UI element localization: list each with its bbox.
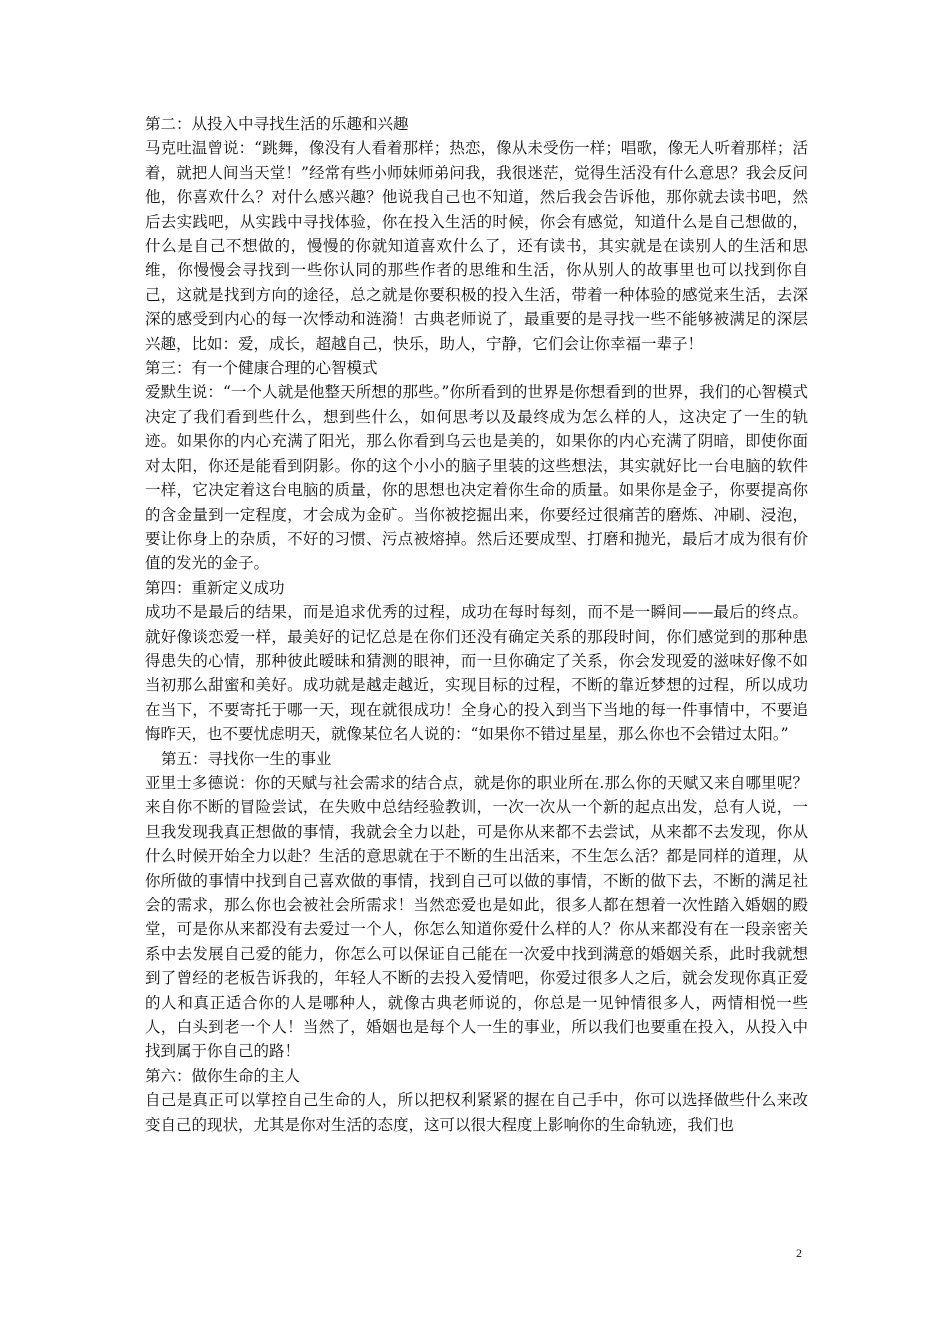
section-heading: 第五：寻找你一生的事业 — [161, 749, 332, 768]
section-heading: 第四：重新定义成功 — [145, 578, 285, 597]
document-page — [145, 112, 808, 1137]
section-body: 爱默生说：“一个人就是他整天所想的那些。”你所看到的世界是你想看到的世界，我们的心智模式决定了我们看到些什么，想到些什么，如何思考以及最终成为怎么样的人，这决定了一生的轨迹。如果你的内心充满了阳光，那么你看到乌云也是美的，如果你的内心充满了阴暗，即使你面对太阳，你还是能看到阴影。你的这个小小的脑子里装的这些想法，其实就好比一台电脑的软件一样，它决定着这台电脑的质量，你的思想也决定着你生命的质量。如果你是金子，你要提高你的含金量到一定程度，才会成为金矿。当你被挖掘出来，你要经过很痛苦的磨炼、冲刷、浸泡，要让你身上的杂质，不好的习惯、污点被熔掉。然后还要成型、打磨和抛光，最后才成为很有价值的发光的金子。 — [145, 383, 808, 573]
section-heading: 第三：有一个健康合理的心智模式 — [145, 359, 378, 378]
section-body: 马克吐温曾说：“跳舞，像没有人看着那样；热恋，像从未受伤一样；唱歌，像无人听着那样；活着，就把人间当天堂！”经常有些小师妹师弟问我，我很迷茫，觉得生活没有什么意思？我会反问他，你喜欢什么？对什么感兴趣？他说我自己也不知道，然后我会告诉他，那你就去读书吧，然后去实践吧，从实践中寻找体验，你在投入生活的时候，你会有感觉，知道什么是自己想做的，什么是自己不想做的，慢慢的你就知道喜欢什么了，还有读书，其实就是在读别人的生活和思维，你慢慢会寻找到一些你认同的那些作者的思维和生活，你从别人的故事里也可以找到你自己，这就是找到方向的途径，总之就是你要积极的投入生活，带着一种体验的感觉来生活，去深深的感受到内心的每一次悸动和涟漪！古典老师说了，最重要的是寻找一些不能够被满足的深层兴趣，比如：爱，成长，超越自己，快乐，助人，宁静，它们会让你幸福一辈子！ — [145, 139, 808, 353]
section-heading: 第二：从投入中寻找生活的乐趣和兴趣 — [145, 115, 409, 133]
section-heading: 第六：做你生命的主人 — [145, 1066, 301, 1085]
section-body: 成功不是最后的结果，而是追求优秀的过程，成功在每时每刻，而不是一瞬间——最后的终点。就好像谈恋爱一样，最美好的记忆总是在你们还没有确定关系的那段时间，你们感觉到的那种患得患失的心情，那种彼此暧昧和猜测的眼神，而一旦你确定了关系，你会发现爱的滋味好像不如当初那么甜蜜和美好。成功就是越走越近，实现目标的过程，不断的靠近梦想的过程，所以成功在当下，不要寄托于哪一天，现在就很成功！全身心的投入到当下当地的每一件事情中，不要追悔昨天，也不要忧虑明天，就像某位名人说的：“如果你不错过星星，那么你也不会错过太阳。” — [145, 603, 808, 744]
page-number: 2 — [796, 1246, 802, 1260]
section-body: 自己是真正可以掌控自己生命的人，所以把权利紧紧的握在自己手中，你可以选择做些什么来改变自己的现状，尤其是你对生活的态度，这可以很大程度上影响你的生命轨迹，我们也 — [145, 1091, 808, 1134]
section-body: 亚里士多德说：你的天赋与社会需求的结合点，就是你的职业所在.那么你的天赋又来自哪里呢？来自你不断的冒险尝试，在失败中总结经验教训，一次一次从一个新的起点出发，总有人说，一旦我发现我真正想做的事情，我就会全力以赴，可是你从来都不去尝试，从来都不去发现，你从什么时候开始全力以赴？生活的意思就在于不断的生出活来，不生怎么活？都是同样的道理，从你所做的事情中找到自己喜欢做的事情，找到自己可以做的事情，不断的做下去，不断的满足社会的需求，那么你也会被社会所需求！当然恋爱也是如此，很多人都在想着一次性踏入婚姻的殿堂，可是你从来都没有去爱过一个人，你怎么知道你爱什么样的人？你从来都没有在一段亲密关系中去发展自己爱的能力，你怎么可以保证自己能在一次爱中找到满意的婚姻关系，此时我就想到了曾经的老板告诉我的，年轻人不断的去投入爱情吧，你爱过很多人之后，就会发现你真正爱的人和真正适合你的人是哪种人，就像古典老师说的，你总是一见钟情很多人，两情相悦一些人，白头到老一个人！当然了，婚姻也是每个人一生的事业，所以我们也要重在投入，从投入中找到属于你自己的路！ — [145, 773, 808, 1061]
